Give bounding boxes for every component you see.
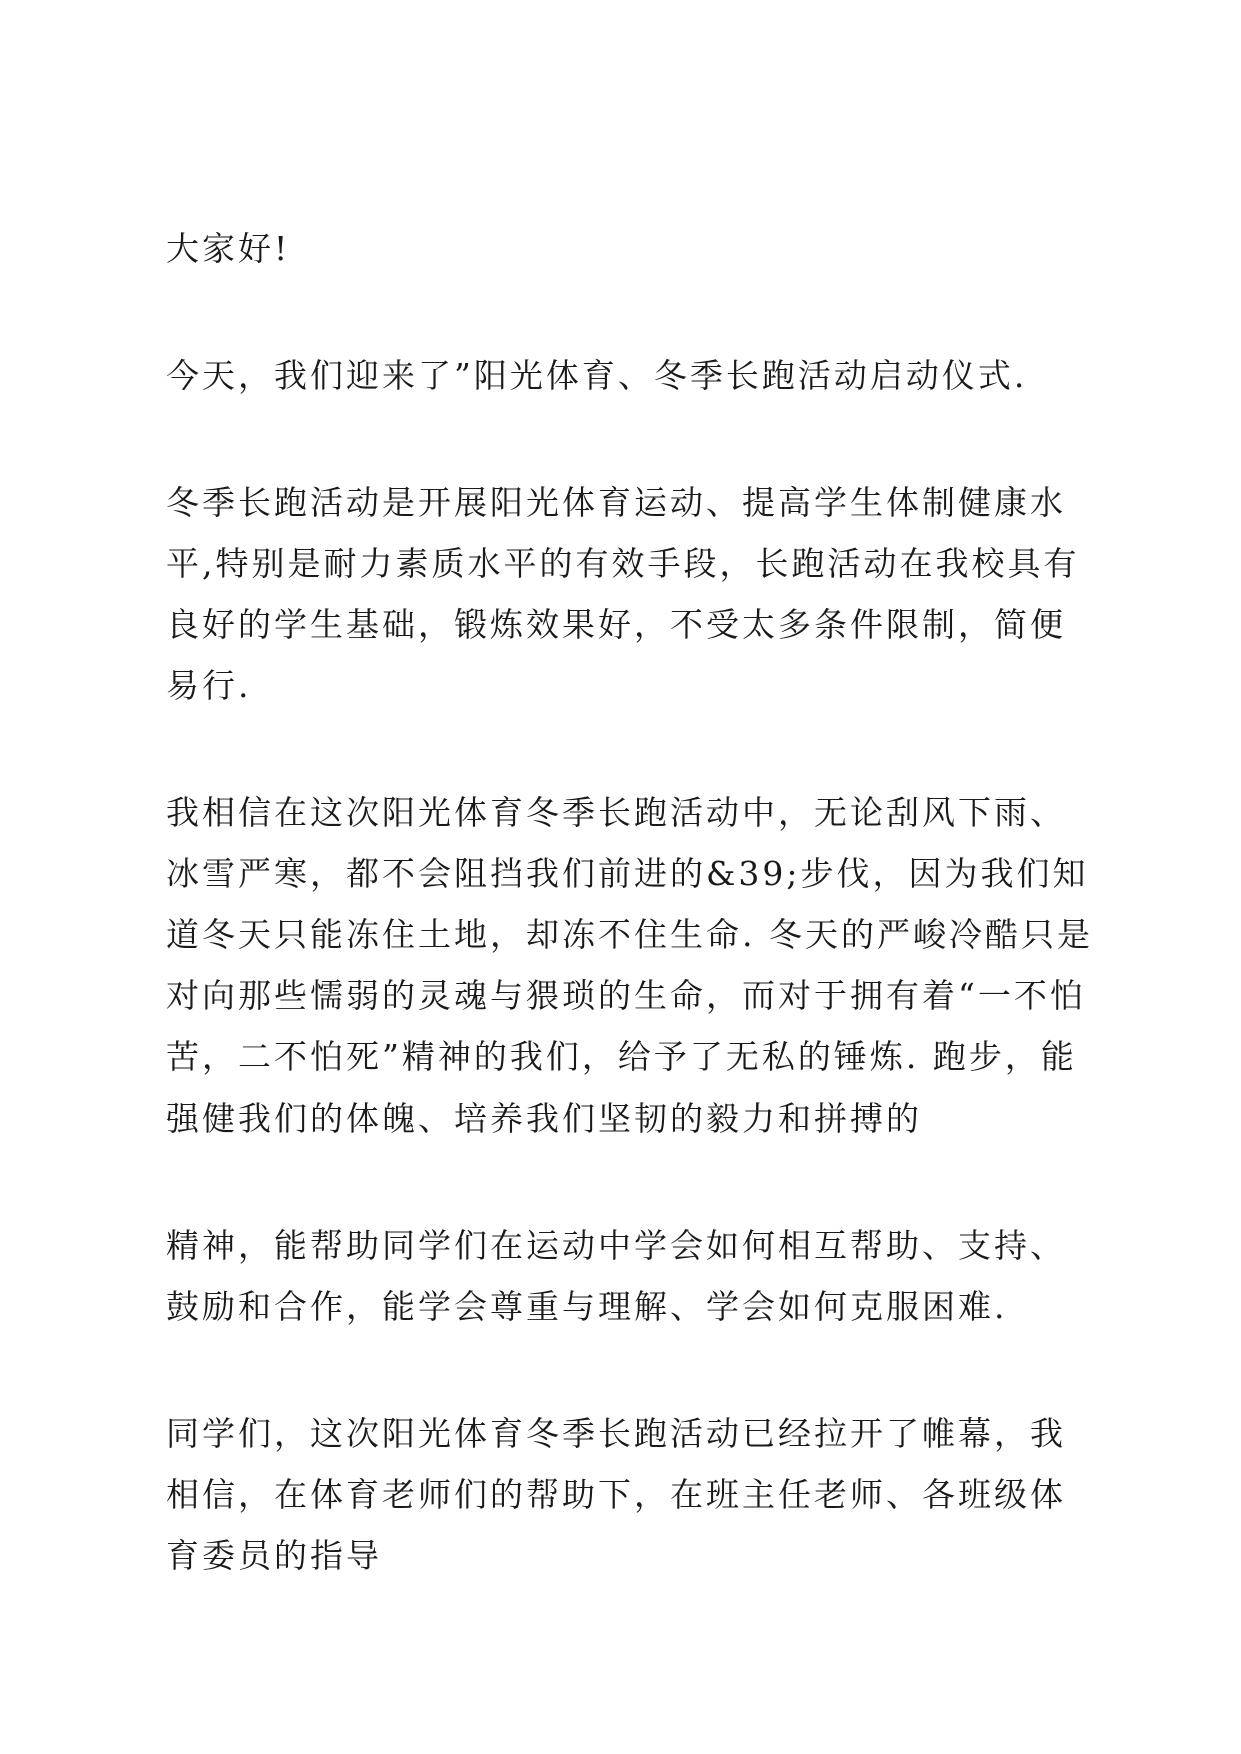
paragraph-activity-purpose: 冬季长跑活动是开展阳光体育运动、提高学生体制健康水平,特别是耐力素质水平的有效手段，长跑活动在我校具有良好的学生基础，锻炼效果好，不受太多条件限制，简便易行.: [166, 483, 1080, 706]
document-body: [166, 218, 1096, 1586]
paragraph-greeting: 大家好!: [166, 229, 291, 268]
paragraph-opening: 今天，我们迎来了”阳光体育、冬季长跑活动启动仪式.: [166, 356, 1028, 396]
paragraph-belief: 我相信在这次阳光体育冬季长跑活动中，无论刮风下雨、冰雪严寒，都不会阻挡我们前进的&39;步伐，因为我们知道冬天只能冻住土地，却冻不住生命. 冬天的严峻冷酷只是对向那些懦弱的灵魂与猥琐的生命，而对于拥有着“一不怕苦，二不怕死”精神的我们，给予了无私的锤炼. 跑步，能强健我们的体魄、培养我们坚韧的毅力和拼搏的: [166, 793, 1093, 1138]
paragraph-closing: 同学们，这次阳光体育冬季长跑活动已经拉开了帷幕，我相信，在体育老师们的帮助下，在班主任老师、各班级体育委员的指导: [166, 1413, 1066, 1575]
paragraph-spirit: 精神，能帮助同学们在运动中学会如何相互帮助、支持、鼓励和合作，能学会尊重与理解、学会如何克服困难.: [166, 1225, 1066, 1326]
